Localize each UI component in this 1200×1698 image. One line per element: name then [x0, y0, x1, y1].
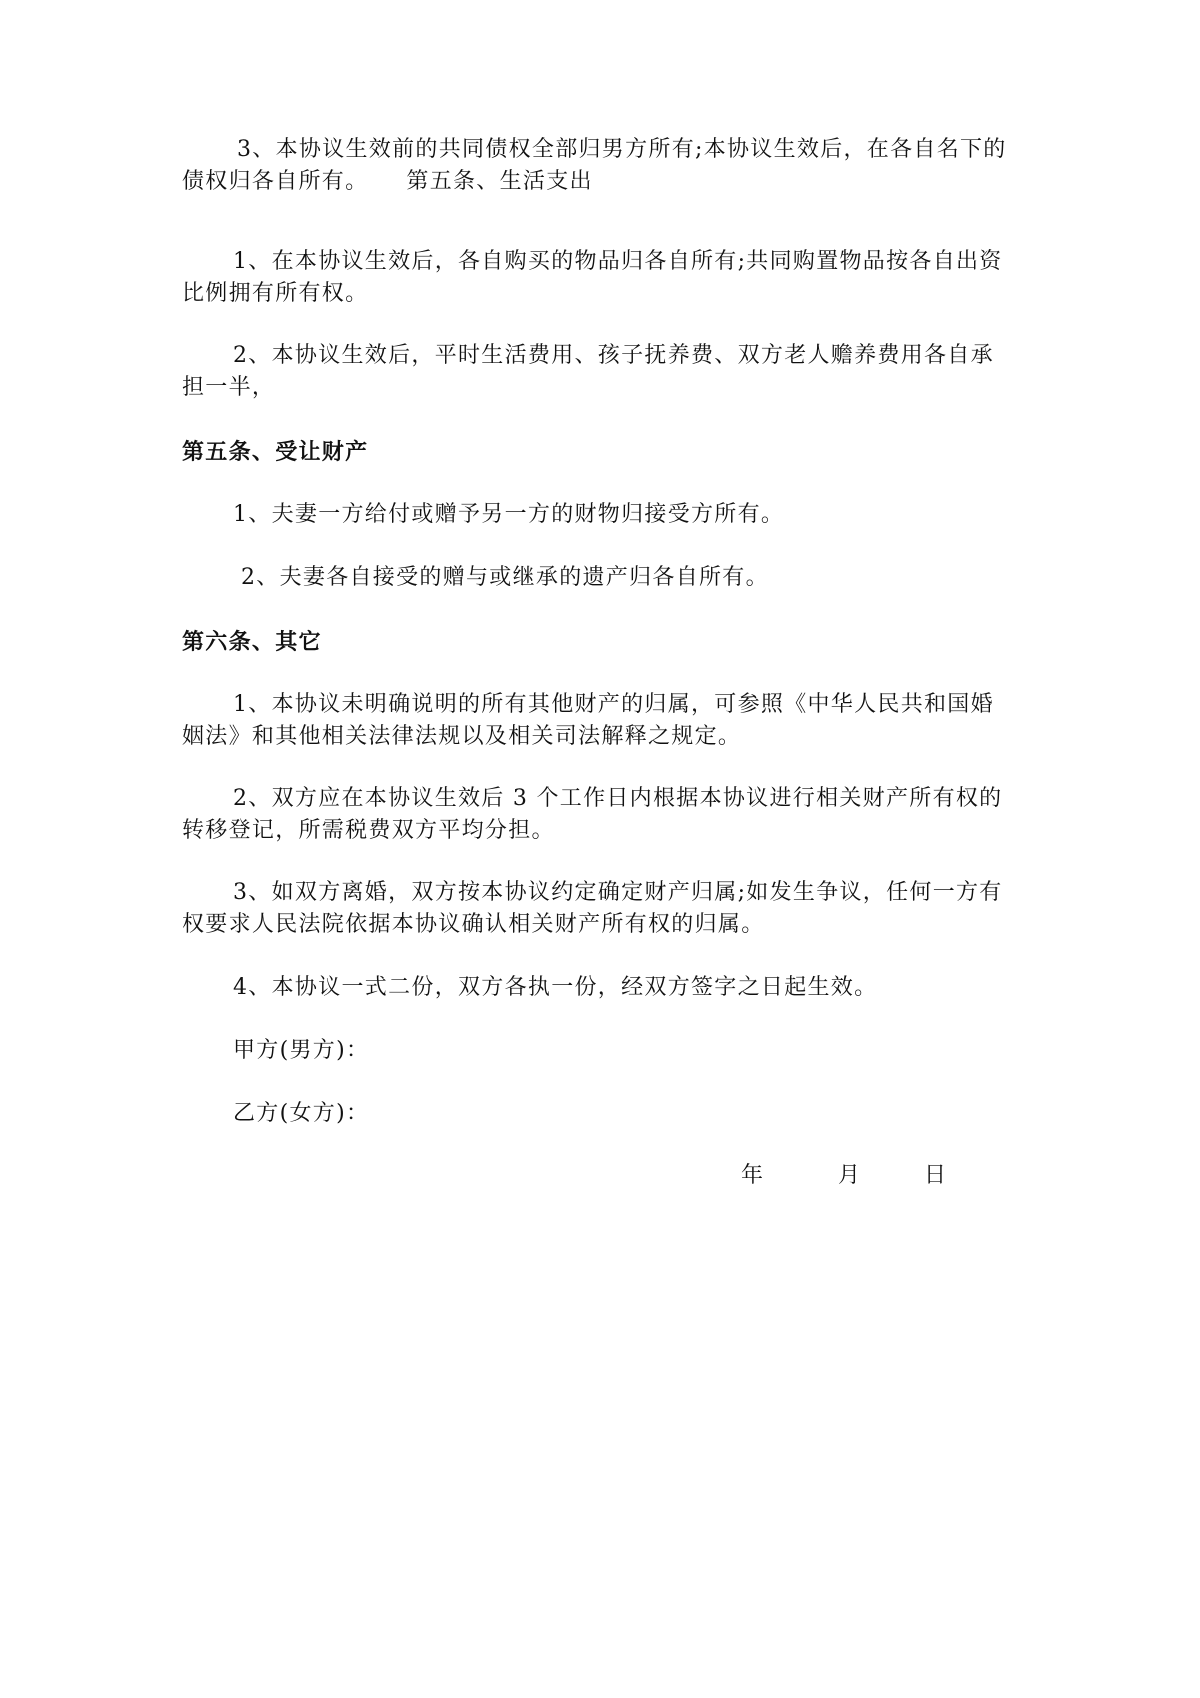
paragraph-expenses-line-1: 2、本协议生效后，平时生活费用、孩子抚养费、双方老人赡养费用各自承	[233, 343, 994, 368]
heading-other: 第六条、其它	[182, 629, 322, 655]
paragraph-expenses-line-2: 担一半，	[182, 375, 276, 400]
paragraph-copies: 4、本协议一式二份，双方各执一份，经双方签字之日起生效。	[233, 975, 878, 1000]
paragraph-inheritance: 2、夫妻各自接受的赠与或继承的遗产归各自所有。	[241, 565, 769, 590]
paragraph-goods-line-1: 1、在本协议生效后，各自购买的物品归各自所有;共同购置物品按各自出资	[233, 249, 1003, 274]
paragraph-unspecified-line-2: 姻法》和其他相关法律法规以及相关司法解释之规定。	[182, 724, 742, 749]
paragraph-debt-text: 债权归各自所有。	[182, 169, 369, 194]
paragraph-debt-line-1: 3、本协议生效前的共同债权全部归男方所有;本协议生效后，在各自名下的	[237, 137, 1007, 162]
date-year-label: 年	[741, 1163, 764, 1188]
paragraph-gift: 1、夫妻一方给付或赠予另一方的财物归接受方所有。	[233, 502, 785, 527]
date-day-label: 日	[924, 1163, 947, 1188]
paragraph-divorce-line-1: 3、如双方离婚，双方按本协议约定确定财产归属;如发生争议，任何一方有	[233, 880, 1003, 905]
inline-heading-living-expenses: 第五条、生活支出	[406, 169, 593, 194]
paragraph-debt-line-2	[182, 165, 593, 199]
paragraph-unspecified-line-1: 1、本协议未明确说明的所有其他财产的归属，可参照《中华人民共和国婚	[233, 692, 994, 717]
paragraph-registration-line-1: 2、双方应在本协议生效后 3 个工作日内根据本协议进行相关财产所有权的	[233, 786, 1003, 811]
signature-party-a: 甲方(男方)：	[233, 1038, 370, 1063]
paragraph-registration-line-2: 转移登记，所需税费双方平均分担。	[182, 818, 555, 843]
signature-party-b: 乙方(女方)：	[233, 1101, 370, 1126]
heading-transferred-property: 第五条、受让财产	[182, 439, 369, 465]
date-month-label: 月	[838, 1163, 861, 1188]
paragraph-goods-line-2: 比例拥有所有权。	[182, 281, 369, 306]
paragraph-divorce-line-2: 权要求人民法院依据本协议确认相关财产所有权的归属。	[182, 912, 765, 937]
